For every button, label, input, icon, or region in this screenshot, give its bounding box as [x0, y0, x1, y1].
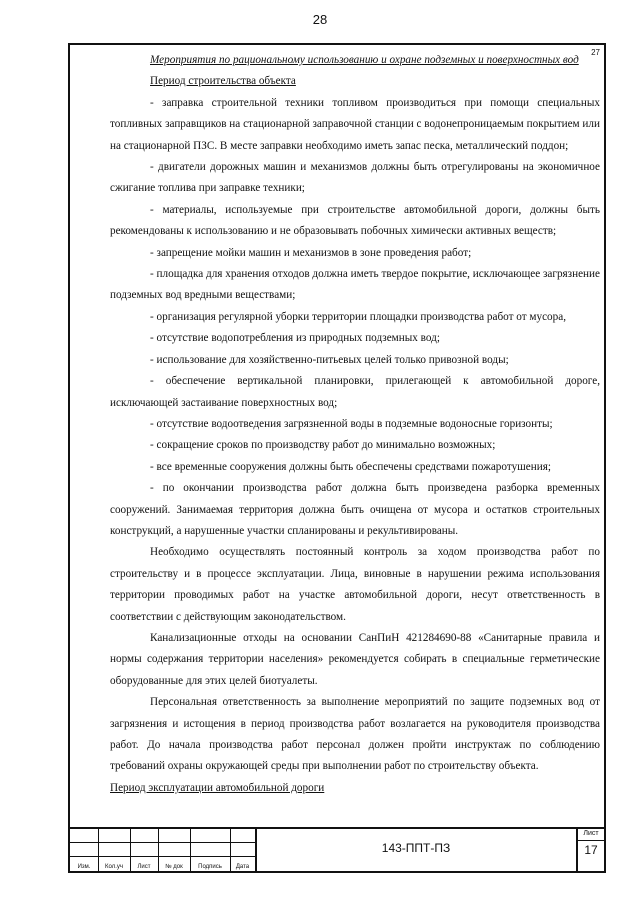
stamp-col-count: Кол.уч	[105, 864, 123, 870]
document-frame	[68, 43, 606, 873]
paragraph: - использование для хозяйственно-питьевых целей только привозной воды;	[150, 353, 509, 366]
stamp-divider	[576, 840, 604, 841]
paragraph: - сокращение сроков по производству работ до минимально возможных;	[150, 439, 496, 452]
sheet-number: 17	[584, 843, 598, 857]
paragraph: - обеспечение вертикальной планировки, прилегающей к автомобильной дороге, исключающей застаивание поверхностных вод;	[110, 375, 600, 409]
paragraph: - площадка для хранения отходов должна иметь твердое покрытие, исключающее загрязнение подземных вод вредными веществами;	[110, 268, 600, 302]
stamp-col-signature: Подпись	[198, 864, 222, 870]
document-code: 143-ППТ-ПЗ	[381, 841, 451, 855]
paragraph: - запрещение мойки машин и механизмов в зоне проведения работ;	[150, 246, 472, 259]
section-heading-main: Мероприятия по рациональному использованию и охране подземных и поверхностных вод	[150, 54, 579, 66]
corner-page-number: 27	[591, 48, 600, 57]
sheet-label: Лист	[583, 830, 599, 837]
paragraph: - двигатели дорожных машин и механизмов должны быть отрегулированы на экономичное сжигание топлива при заправке техники;	[110, 161, 600, 195]
stamp-col-date: Дата	[235, 864, 250, 870]
title-block-stamp	[70, 827, 604, 871]
top-page-number: 28	[312, 12, 328, 27]
paragraph: - материалы, используемые при строительстве автомобильной дороги, должны быть рекомендованы к использованию и не образовывать побочных химически активных веществ;	[110, 203, 600, 238]
paragraph: - отсутствие водоотведения загрязненной воды в подземные водоносные горизонты;	[150, 417, 553, 430]
paragraph: - заправка строительной техники топливом производиться при помощи специальных топливных заправщиков на стационарной заправочной станции с водонепроницаемым покрытием или на стационарной ПЗС. В месте заправки необходимо иметь запас песка, металлический поддон;	[110, 96, 600, 152]
paragraph: - отсутствие водопотребления из природных подземных вод;	[150, 332, 440, 345]
stamp-col-sheet: Лист	[137, 864, 151, 870]
revision-columns	[70, 829, 256, 871]
stamp-col-change: Изм.	[77, 864, 91, 870]
paragraph: Канализационные отходы на основании СанПиН 421284690-88 «Санитарные правила и нормы содержания территории населения» рекомендуется собирать в специальные герметические оборудованные для этих целей биотуалеты.	[110, 631, 600, 687]
paragraph: Персональная ответственность за выполнение мероприятий по защите подземных вод от загрязнения и истощения в период производства работ возлагается на руководителя производства работ. До начала производства работ персонал должен пройти инструктаж по соблюдению требований охраны окружающей среды при выполнении работ по строительству объекта.	[110, 696, 600, 773]
paragraph: - организация регулярной уборки территории площадки производства работ от мусора,	[150, 310, 567, 323]
paragraph: - все временные сооружения должны быть обеспечены средствами пожаротушения;	[150, 460, 551, 473]
paragraph: Необходимо осуществлять постоянный контроль за ходом производства работ по строительству и в процессе эксплуатации. Лица, виновные в нарушении режима использования территории проводимых работ на участке автомобильной дороги, несут ответственность в соответствии с действующим законодательством.	[110, 546, 600, 623]
stamp-col-docnum: № док	[165, 864, 183, 870]
paragraph: - по окончании производства работ должна быть произведена разборка временных сооружений. Занимаемая территория должна быть очищена от мусора и остатков строительных конструкций, а нарушенные участки спланированы и рекультивированы.	[110, 482, 600, 537]
section-heading-construction: Период строительства объекта	[150, 75, 296, 88]
document-body	[110, 50, 600, 799]
section-heading-operation: Период эксплуатации автомобильной дороги	[110, 781, 325, 794]
